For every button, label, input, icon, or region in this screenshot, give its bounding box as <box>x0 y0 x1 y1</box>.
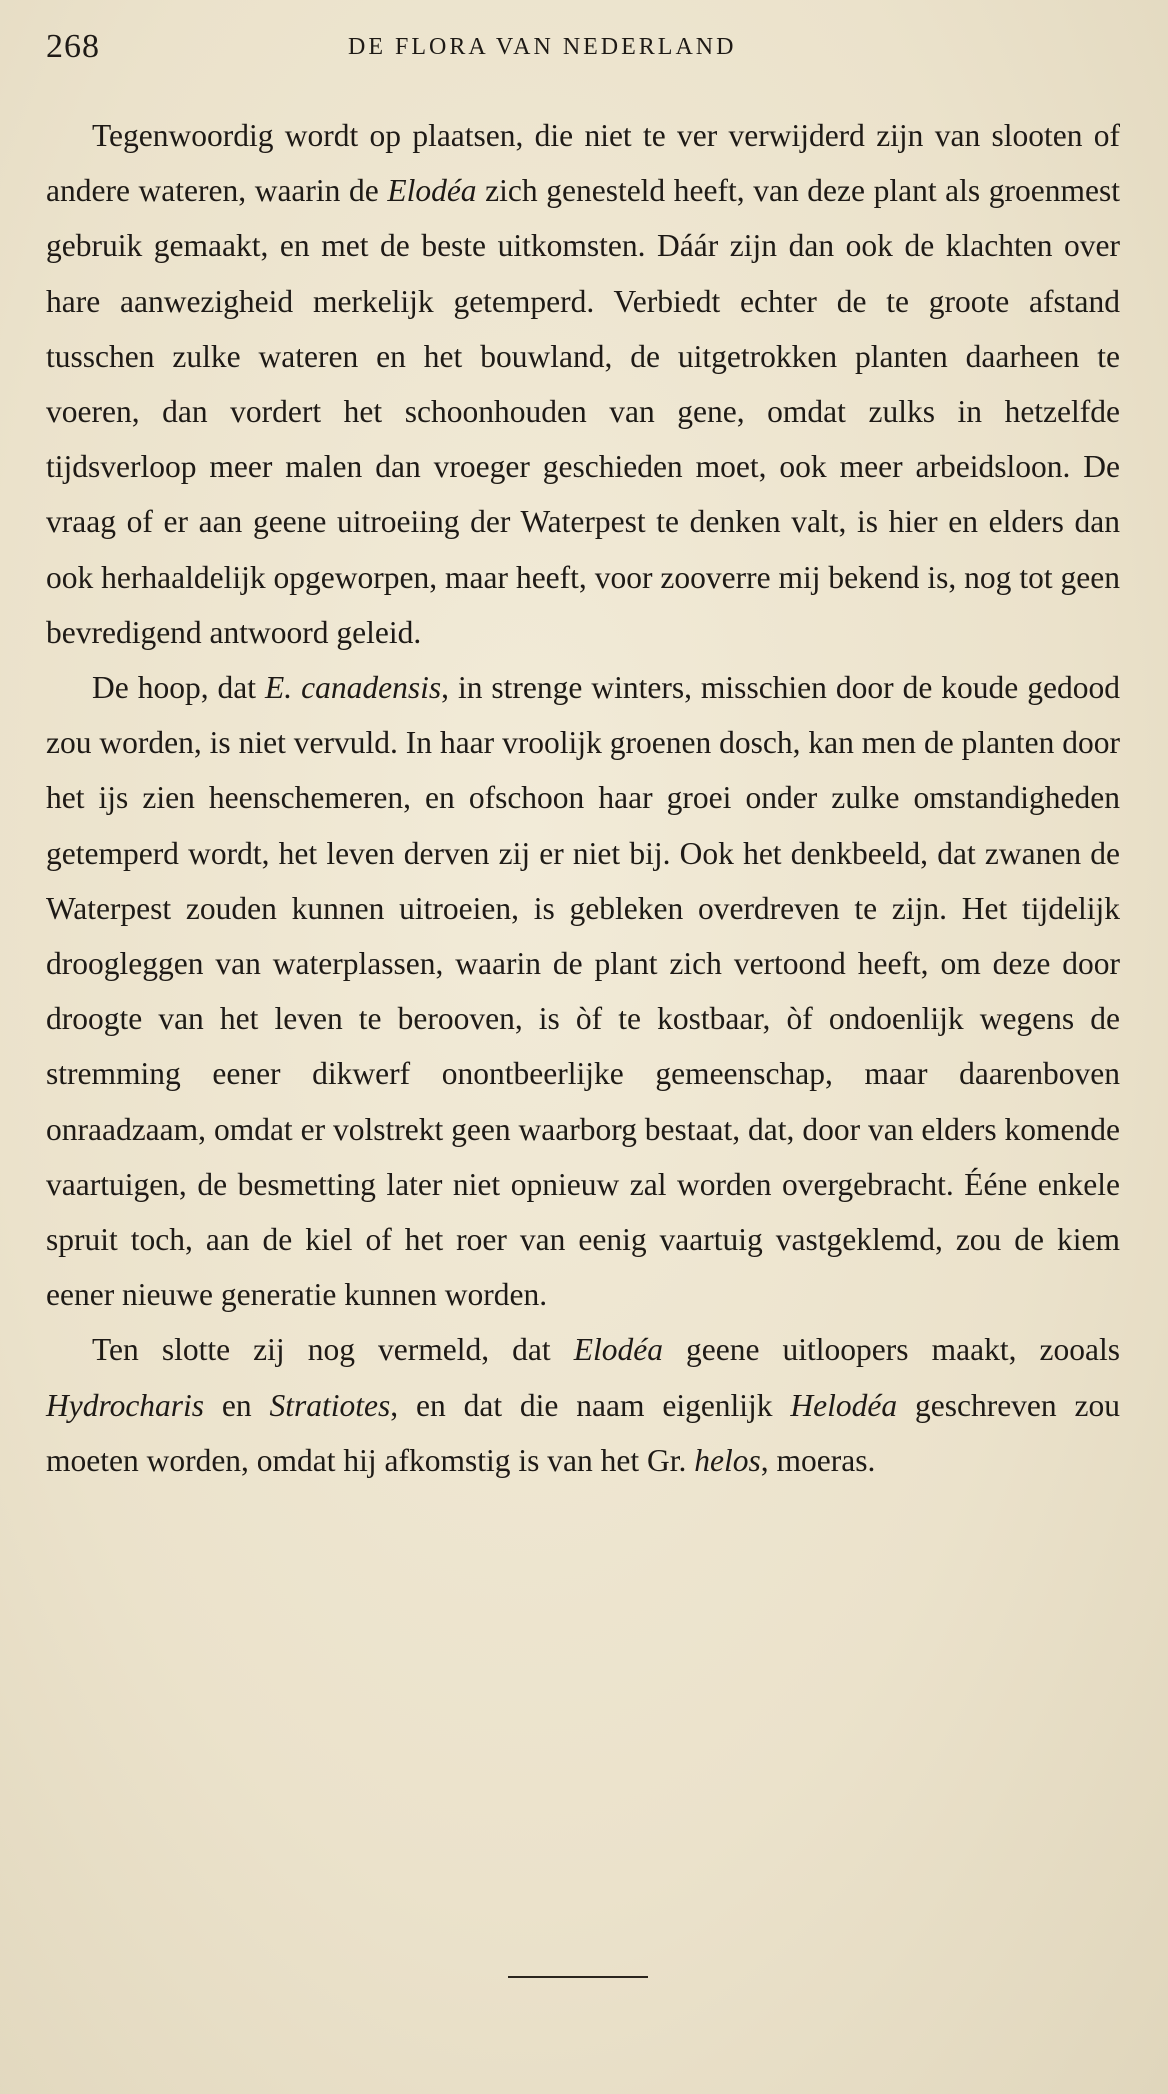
italic-term: Hydrocharis <box>46 1387 205 1423</box>
italic-term: Helodéa <box>790 1387 898 1423</box>
italic-term: Elodéa <box>387 173 477 209</box>
paragraph-3: Ten slotte zij nog vermeld, dat Elodéa geene uitloopers maakt, zooals Hydrocharis en Stratiotes, en dat die naam eigenlijk Helodéa geschreven zou moeten worden, omdat hij afkomstig is van het Gr. helos, moeras. <box>46 1332 1120 1478</box>
body-text <box>46 108 1120 1488</box>
italic-term: Stratiotes <box>269 1387 391 1423</box>
italic-term: E. canadensis <box>265 670 442 706</box>
paragraph-1: Tegenwoordig wordt op plaatsen, die niet te ver verwijderd zijn van slooten of andere wateren, waarin de Elodéa zich genesteld heeft, van deze plant als groenmest gebruik gemaakt, en met de beste uitkomsten. Dáár zijn dan ook de klachten over hare aanwezigheid merkelijk getemperd. Verbiedt echter de te groote afstand tusschen zulke wateren en het bouwland, de uitgetrokken planten daarheen te voeren, dan vordert het schoonhouden van gene, omdat zulks in hetzelfde tijdsverloop meer malen dan vroeger geschieden moet, ook meer arbeidsloon. De vraag of er aan geene uitroeiing der Waterpest te denken valt, is hier en elders dan ook herhaaldelijk opgeworpen, maar heeft, voor zooverre mij bekend is, nog tot geen bevredigend antwoord geleid. <box>46 118 1120 650</box>
italic-term: helos <box>694 1442 761 1478</box>
running-title: DE FLORA VAN NEDERLAND <box>348 34 737 60</box>
paragraph-2: De hoop, dat E. canadensis, in strenge winters, misschien door de koude gedood zou worden, is niet vervuld. In haar vroolijk groenen dosch, kan men de planten door het ijs zien heenschemeren, en ofschoon haar groei onder zulke omstandigheden getemperd wordt, het leven derven zij er niet bij. Ook het denkbeeld, dat zwanen de Waterpest zouden kunnen uitroeien, is gebleken overdreven te zijn. Het tijdelijk droogleggen van waterplassen, waarin de plant zich vertoond heeft, om deze door droogte van het leven te berooven, is òf te kostbaar, òf ondoenlijk wegens de stremming eener dikwerf onontbeerlijke gemeenschap, maar daarenboven onraadzaam, omdat er volstrekt geen waarborg bestaat, dat, door van elders komende vaartuigen, de besmetting later niet opnieuw zal worden overgebracht. Ééne enkele spruit toch, aan de kiel of het roer van eenig vaartuig vastgeklemd, zou de kiem eener nieuwe generatie kunnen worden. <box>46 670 1120 1313</box>
page-header <box>46 24 1126 74</box>
section-end-rule <box>508 1976 648 1978</box>
italic-term: Elodéa <box>573 1332 663 1368</box>
page-number: 268 <box>46 28 100 65</box>
